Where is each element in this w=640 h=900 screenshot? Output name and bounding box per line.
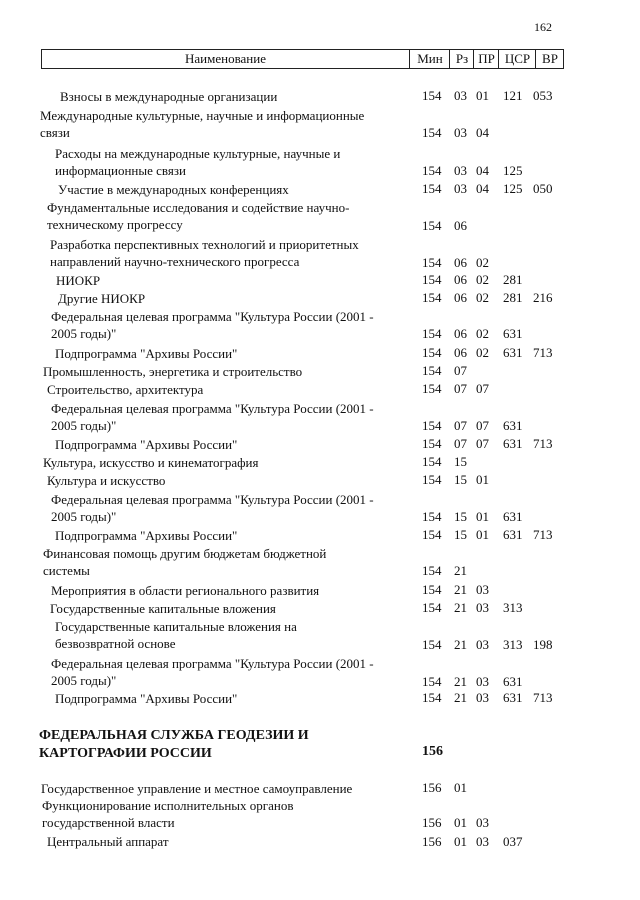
row-name-line: Государственные капитальные вложения на	[55, 619, 297, 634]
row-min: 154	[422, 637, 442, 652]
row-pr: 04	[476, 125, 489, 140]
row-min: 154	[422, 290, 442, 305]
row-min: 154	[422, 509, 442, 524]
header-pr: ПР	[473, 50, 499, 68]
header-vr: ВР	[535, 50, 564, 68]
row-pr: 07	[476, 436, 489, 451]
row-name-line: Финансовая помощь другим бюджетам бюджетной	[43, 546, 327, 561]
row-name-line: Международные культурные, научные и информационные	[40, 108, 365, 123]
row-name	[43, 545, 413, 579]
header-rz: Рз	[449, 50, 474, 68]
row-name	[43, 363, 413, 380]
row-name-line: Государственное управление и местное самоуправление	[41, 781, 353, 796]
row-name-line: Участие в международных конференциях	[58, 182, 289, 197]
row-name	[47, 472, 417, 489]
row-name-line: Федеральная целевая программа "Культура России (2001 -	[51, 492, 374, 507]
row-name-line: 2005 годы)"	[51, 418, 117, 433]
row-csr: 631	[503, 326, 523, 341]
row-vr: 713	[533, 690, 553, 705]
row-rz: 03	[454, 181, 467, 196]
header-csr: ЦСР	[498, 50, 536, 68]
row-pr: 04	[476, 163, 489, 178]
row-rz: 21	[454, 563, 467, 578]
row-rz: 06	[454, 326, 467, 341]
row-min: 156	[422, 834, 442, 849]
row-csr: 313	[503, 637, 523, 652]
row-name-line: государственной власти	[42, 815, 175, 830]
row-rz: 03	[454, 125, 467, 140]
row-pr: 02	[476, 272, 489, 287]
row-min: 156	[422, 744, 443, 759]
row-pr: 07	[476, 381, 489, 396]
row-csr: 037	[503, 834, 523, 849]
row-min: 154	[422, 436, 442, 451]
row-pr: 03	[476, 600, 489, 615]
row-name-line: Культура, искусство и кинематография	[43, 455, 259, 470]
row-min: 154	[422, 690, 442, 705]
row-rz: 03	[454, 163, 467, 178]
row-name	[51, 308, 421, 342]
row-vr: 050	[533, 181, 553, 196]
row-rz: 06	[454, 218, 467, 233]
row-min: 154	[422, 345, 442, 360]
row-name-line: Расходы на международные культурные, научные и	[55, 146, 341, 161]
row-vr: 713	[533, 436, 553, 451]
row-csr: 281	[503, 290, 523, 305]
row-rz: 15	[454, 472, 467, 487]
row-csr: 631	[503, 436, 523, 451]
row-rz: 15	[454, 454, 467, 469]
row-name	[51, 491, 421, 525]
row-vr: 713	[533, 527, 553, 542]
row-min: 154	[422, 472, 442, 487]
row-rz: 21	[454, 690, 467, 705]
row-min: 154	[422, 218, 442, 233]
row-rz: 07	[454, 381, 467, 396]
row-pr: 01	[476, 527, 489, 542]
row-rz: 06	[454, 345, 467, 360]
row-name-line: Промышленность, энергетика и строительство	[43, 364, 303, 379]
row-rz: 21	[454, 637, 467, 652]
row-vr: 713	[533, 345, 553, 360]
row-rz: 06	[454, 272, 467, 287]
table-header	[41, 49, 564, 69]
row-name	[55, 527, 425, 544]
row-name-line: Взносы в международные организации	[60, 89, 278, 104]
row-pr: 03	[476, 690, 489, 705]
row-pr: 03	[476, 582, 489, 597]
row-name-line: Подпрограмма "Архивы России"	[55, 528, 238, 543]
row-name-line: Федеральная целевая программа "Культура России (2001 -	[51, 401, 374, 416]
row-min: 154	[422, 181, 442, 196]
row-pr: 07	[476, 418, 489, 433]
row-csr: 631	[503, 418, 523, 433]
row-name-line: Подпрограмма "Архивы России"	[55, 691, 238, 706]
row-csr: 631	[503, 527, 523, 542]
row-name	[56, 272, 426, 289]
row-name-line: системы	[43, 563, 90, 578]
row-pr: 04	[476, 181, 489, 196]
row-min: 154	[422, 326, 442, 341]
row-vr: 198	[533, 637, 553, 652]
row-name	[55, 618, 425, 652]
row-rz: 06	[454, 255, 467, 270]
row-name-line: Другие НИОКР	[58, 291, 146, 306]
row-min: 154	[422, 125, 442, 140]
row-min: 154	[422, 272, 442, 287]
row-rz: 07	[454, 418, 467, 433]
row-min: 154	[422, 163, 442, 178]
row-name-line: КАРТОГРАФИИ РОССИИ	[39, 746, 212, 761]
row-name	[55, 345, 425, 362]
row-pr: 01	[476, 472, 489, 487]
row-pr: 02	[476, 290, 489, 305]
row-name-line: безвозвратной основе	[55, 636, 176, 651]
row-name	[47, 199, 417, 233]
row-name-line: информационные связи	[55, 163, 186, 178]
row-name-line: направлений научно-технического прогресса	[50, 254, 300, 269]
row-min: 154	[422, 381, 442, 396]
row-rz: 01	[454, 834, 467, 849]
row-pr: 02	[476, 345, 489, 360]
row-csr: 631	[503, 674, 523, 689]
row-name-line: Государственные капитальные вложения	[50, 601, 276, 616]
row-name-line: 2005 годы)"	[51, 509, 117, 524]
row-name	[60, 88, 430, 105]
row-name	[51, 400, 421, 434]
row-rz: 21	[454, 600, 467, 615]
row-min: 154	[422, 88, 442, 103]
row-csr: 125	[503, 181, 523, 196]
row-rz: 07	[454, 436, 467, 451]
header-min: Мин	[409, 50, 450, 68]
row-name	[50, 236, 420, 270]
row-name	[39, 727, 409, 763]
row-min: 154	[422, 363, 442, 378]
row-pr: 02	[476, 255, 489, 270]
row-name-line: Разработка перспективных технологий и приоритетных	[50, 237, 359, 252]
row-name	[51, 655, 421, 689]
row-name-line: связи	[40, 125, 70, 140]
row-name-line: Подпрограмма "Архивы России"	[55, 346, 238, 361]
row-pr: 03	[476, 637, 489, 652]
row-csr: 281	[503, 272, 523, 287]
row-rz: 07	[454, 363, 467, 378]
row-csr: 313	[503, 600, 523, 615]
row-name-line: Строительство, архитектура	[47, 382, 204, 397]
row-name	[51, 582, 421, 599]
row-min: 154	[422, 600, 442, 615]
row-min: 154	[422, 255, 442, 270]
row-pr: 01	[476, 88, 489, 103]
row-name	[55, 145, 425, 179]
row-csr: 631	[503, 690, 523, 705]
row-name-line: 2005 годы)"	[51, 673, 117, 688]
row-name-line: Фундаментальные исследования и содействие научно-	[47, 200, 350, 215]
row-name	[41, 780, 411, 797]
row-rz: 21	[454, 582, 467, 597]
row-csr: 631	[503, 509, 523, 524]
row-name-line: Федеральная целевая программа "Культура России (2001 -	[51, 656, 374, 671]
row-name	[55, 436, 425, 453]
row-rz: 01	[454, 780, 467, 795]
row-vr: 216	[533, 290, 553, 305]
row-name	[40, 107, 410, 141]
row-pr: 01	[476, 509, 489, 524]
row-min: 154	[422, 563, 442, 578]
row-name	[55, 690, 425, 707]
header-name: Наименование	[185, 51, 266, 66]
row-min: 154	[422, 454, 442, 469]
row-name	[58, 290, 428, 307]
row-min: 154	[422, 418, 442, 433]
row-min: 156	[422, 780, 442, 795]
row-name-line: 2005 годы)"	[51, 326, 117, 341]
row-name-line: Мероприятия в области регионального развития	[51, 583, 320, 598]
row-pr: 03	[476, 834, 489, 849]
row-csr: 125	[503, 163, 523, 178]
row-name	[42, 797, 412, 831]
row-name-line: Центральный аппарат	[47, 834, 169, 849]
row-rz: 21	[454, 674, 467, 689]
row-min: 154	[422, 582, 442, 597]
row-rz: 06	[454, 290, 467, 305]
row-pr: 02	[476, 326, 489, 341]
row-rz: 03	[454, 88, 467, 103]
row-name	[47, 833, 417, 850]
row-pr: 03	[476, 815, 489, 830]
row-name-line: Культура и искусство	[47, 473, 166, 488]
row-csr: 121	[503, 88, 523, 103]
row-name	[58, 181, 428, 198]
row-name-line: Функционирование исполнительных органов	[42, 798, 294, 813]
row-rz: 15	[454, 527, 467, 542]
row-name-line: Федеральная целевая программа "Культура России (2001 -	[51, 309, 374, 324]
row-name-line: НИОКР	[56, 273, 101, 288]
row-pr: 03	[476, 674, 489, 689]
row-rz: 01	[454, 815, 467, 830]
row-csr: 631	[503, 345, 523, 360]
row-name	[43, 454, 413, 471]
row-name	[50, 600, 420, 617]
row-vr: 053	[533, 88, 553, 103]
row-name	[47, 381, 417, 398]
row-min: 156	[422, 815, 442, 830]
row-min: 154	[422, 674, 442, 689]
row-rz: 15	[454, 509, 467, 524]
page-number: 162	[534, 20, 552, 34]
row-name-line: Подпрограмма "Архивы России"	[55, 437, 238, 452]
row-name-line: техническому прогрессу	[47, 217, 183, 232]
row-name-line: ФЕДЕРАЛЬНАЯ СЛУЖБА ГЕОДЕЗИИ И	[39, 728, 309, 743]
row-min: 154	[422, 527, 442, 542]
